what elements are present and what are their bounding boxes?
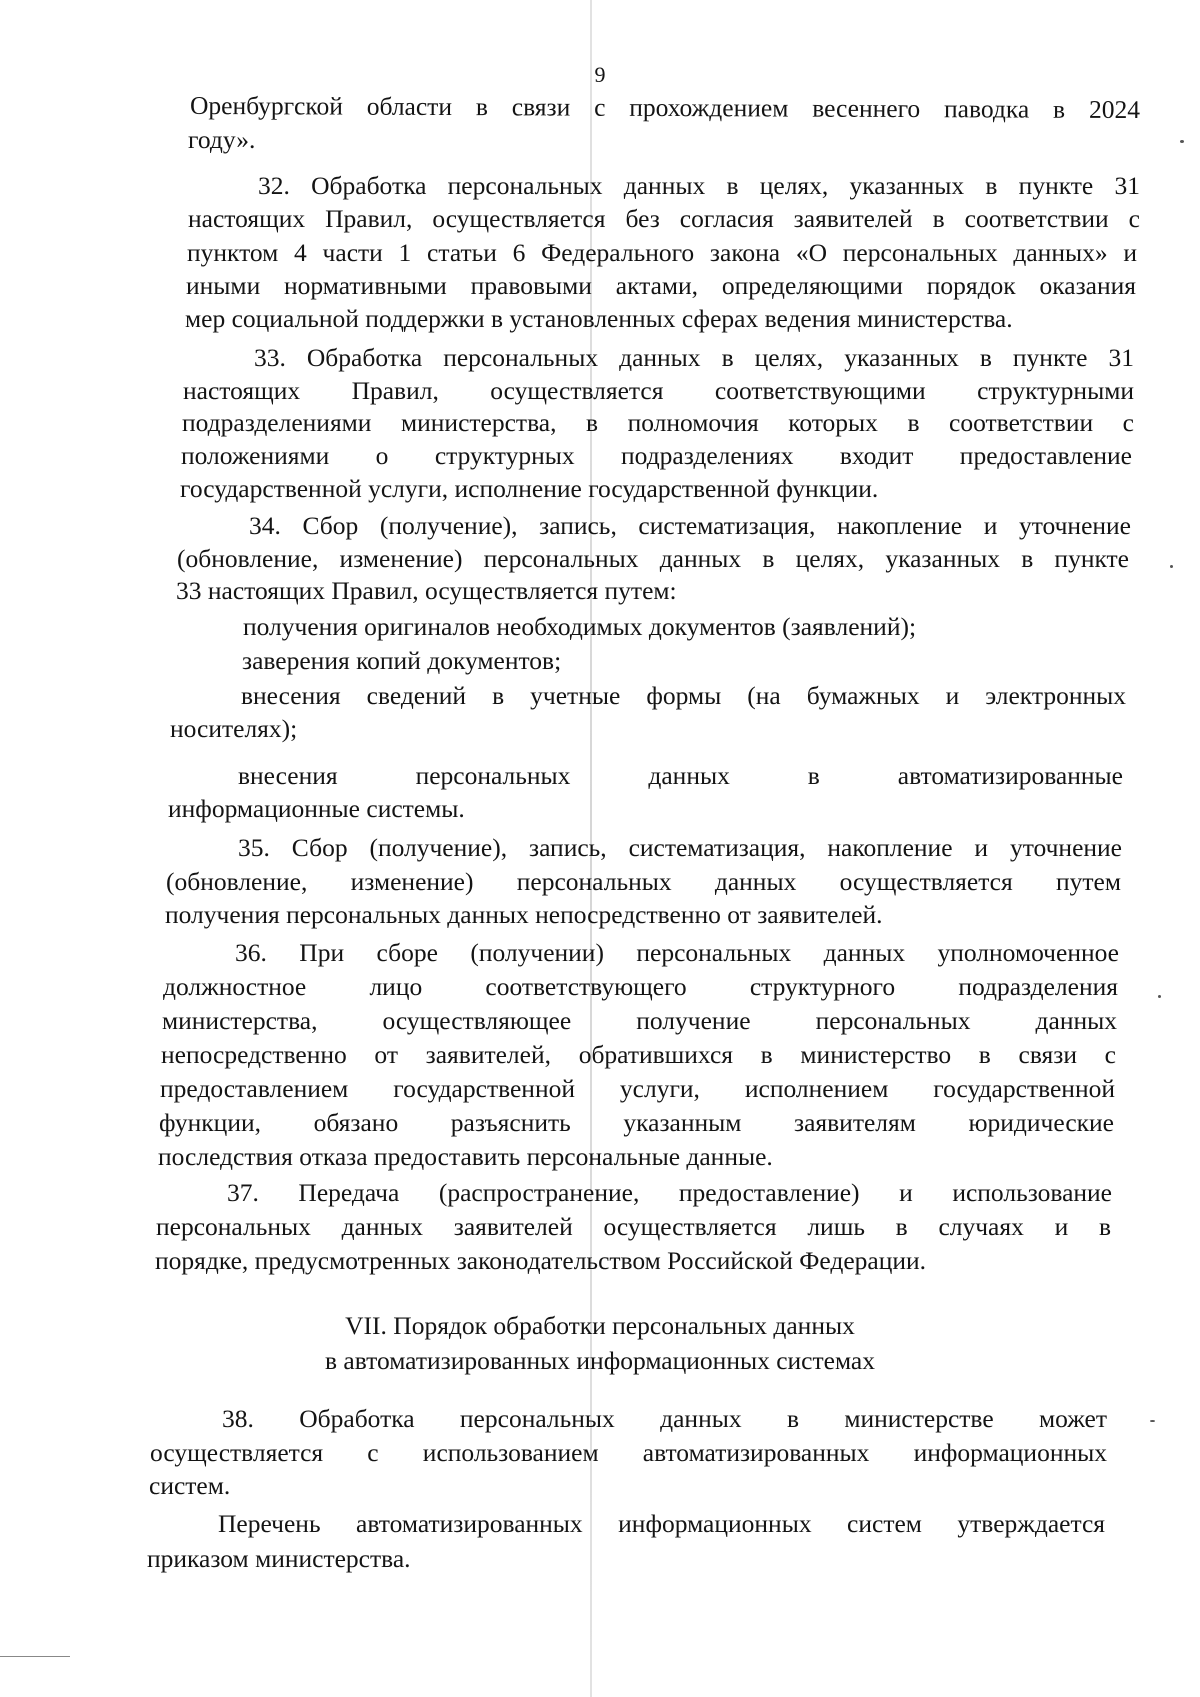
scan-speck <box>1158 995 1161 998</box>
text-line: персональных данных заявителей осуществляется лишь в случаях и в <box>156 1212 1111 1241</box>
text-line: должностное лицо соответствующего структурного подразделения <box>163 972 1118 1001</box>
text-line: 33 настоящих Правил, осуществляется путем: <box>176 576 677 605</box>
text-line: порядке, предусмотренных законодательством Российской Федерации. <box>155 1246 927 1275</box>
text-line: систем. <box>149 1471 231 1500</box>
text-line: 37. Передача (распространение, предоставление) и использование <box>227 1178 1112 1207</box>
text-line: приказом министерства. <box>147 1544 411 1573</box>
section-heading-line: в автоматизированных информационных системах <box>325 1346 875 1375</box>
text-line: настоящих Правил, осуществляется без согласия заявителей в соответствии с <box>188 204 1140 233</box>
text-line: последствия отказа предоставить персональные данные. <box>158 1142 773 1171</box>
scan-edge-mark <box>0 1656 70 1657</box>
text-line: осуществляется с использованием автоматизированных информационных <box>150 1438 1107 1467</box>
text-line: 33. Обработка персональных данных в целях, указанных в пункте 31 <box>254 343 1134 372</box>
text-line: получения персональных данных непосредственно от заявителей. <box>165 900 883 929</box>
text-line: (обновление, изменение) персональных данных осуществляется путем <box>166 867 1121 896</box>
text-line: государственной услуги, исполнение государственной функции. <box>180 474 879 503</box>
scan-speck <box>1170 565 1173 568</box>
text-line: положениями о структурных подразделениях входит предоставление <box>181 441 1132 470</box>
text-line: иными нормативными правовыми актами, определяющими порядок оказания <box>186 271 1136 300</box>
text-line: информационные системы. <box>168 794 465 823</box>
text-line: носителях); <box>170 714 298 743</box>
text-line: Перечень автоматизированных информационных систем утверждается <box>218 1509 1105 1538</box>
section-heading-line: VII. Порядок обработки персональных данных <box>345 1311 855 1340</box>
text-line: 32. Обработка персональных данных в целях, указанных в пункте 31 <box>258 171 1140 200</box>
text-line: Оренбургской области в связи с прохождением весеннего паводка в 2024 <box>189 90 1141 125</box>
text-line: подразделениями министерства, в полномочия которых в соответствии с <box>182 408 1134 437</box>
text-line: предоставлением государственной услуги, исполнением государственной <box>160 1074 1115 1103</box>
text-line: 38. Обработка персональных данных в министерстве может <box>222 1404 1107 1433</box>
text-line: заверения копий документов; <box>242 646 562 675</box>
text-line: году». <box>188 125 256 154</box>
text-line: настоящих Правил, осуществляется соответствующими структурными <box>183 376 1134 405</box>
text-line: мер социальной поддержки в установленных сферах ведения министерства. <box>185 304 1013 333</box>
text-line: внесения персональных данных в автоматизированные <box>238 761 1123 790</box>
scan-speck <box>1180 140 1184 143</box>
text-line: непосредственно от заявителей, обратившихся в министерство в связи с <box>161 1040 1116 1069</box>
text-line: внесения сведений в учетные формы (на бумажных и электронных <box>241 681 1126 710</box>
text-line: функции, обязано разъяснить указанным заявителям юридические <box>159 1108 1114 1137</box>
text-line: 36. При сборе (получении) персональных данных уполномоченное <box>235 938 1119 967</box>
page-number: 9 <box>594 62 606 87</box>
text-line: (обновление, изменение) персональных данных в целях, указанных в пункте <box>177 544 1129 573</box>
text-line: 35. Сбор (получение), запись, систематизация, накопление и уточнение <box>238 833 1122 862</box>
text-line: министерства, осуществляющее получение персональных данных <box>162 1006 1117 1035</box>
text-line: 34. Сбор (получение), запись, систематизация, накопление и уточнение <box>249 511 1131 540</box>
text-line: пунктом 4 части 1 статьи 6 Федерального закона «О персональных данных» и <box>187 238 1137 267</box>
text-line: получения оригиналов необходимых документов (заявлений); <box>243 612 917 641</box>
scan-speck <box>1150 1420 1155 1422</box>
